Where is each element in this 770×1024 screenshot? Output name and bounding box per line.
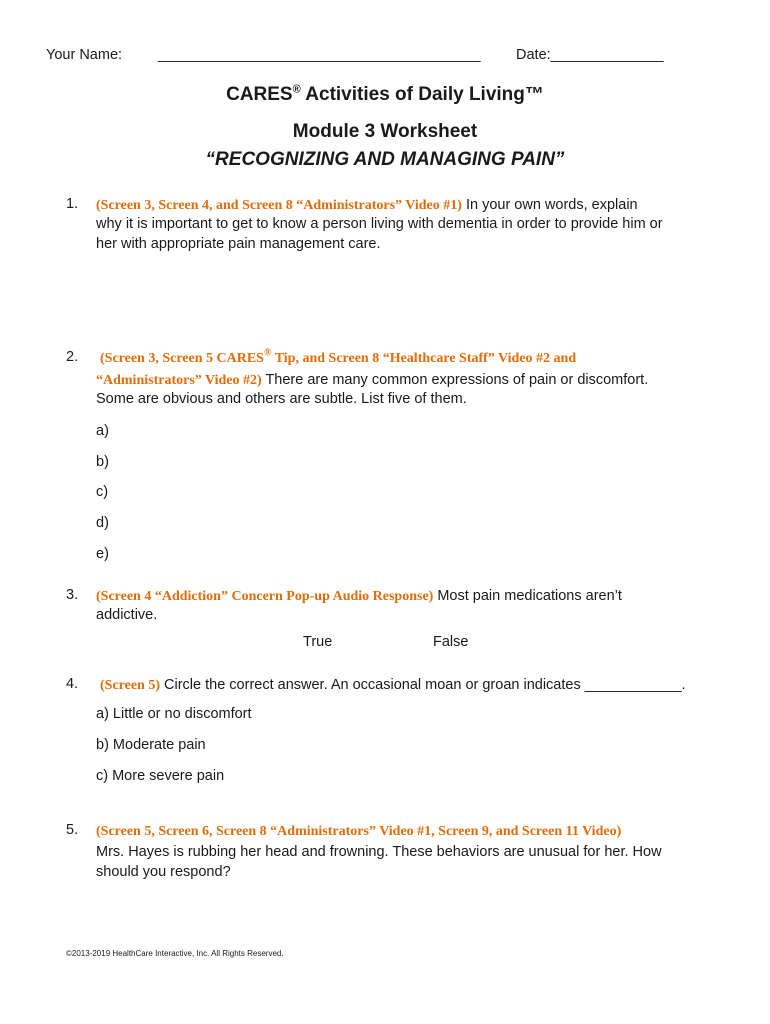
q2-number: 2. (66, 349, 79, 365)
q3-line2: addictive. (96, 607, 158, 623)
q5-line3: should you respond? (96, 864, 231, 880)
q2-item-a: a) (96, 423, 109, 439)
q4-number: 4. (66, 676, 79, 692)
q2-reference-b: Tip, and Screen 8 “Healthcare Staff” Video #2 and (271, 351, 577, 366)
q3-number: 3. (66, 587, 79, 603)
q2-line3: Some are obvious and others are subtle. List five of them. (96, 391, 467, 407)
q2-reference-a: (Screen 3, Screen 5 CARES (100, 351, 264, 366)
q4-option-a[interactable]: a) Little or no discomfort (96, 706, 252, 722)
q4-option-b[interactable]: b) Moderate pain (96, 737, 206, 753)
q2-registered-mark: ® (263, 347, 272, 359)
q4-option-c[interactable]: c) More severe pain (96, 768, 225, 784)
title-cares: CARES (226, 84, 293, 105)
q3-text: Most pain medications aren’t (433, 588, 622, 604)
registered-mark: ® (292, 83, 301, 96)
q2-item-c: c) (96, 484, 109, 500)
q1-line2: why it is important to get to know a person living with dementia in order to provide him or (96, 216, 663, 232)
q1-line1 (96, 196, 638, 214)
q2-item-e: e) (96, 546, 109, 562)
q2-line1 (100, 349, 576, 367)
q1-reference: (Screen 3, Screen 4, and Screen 8 “Administrators” Video #1) (96, 198, 462, 213)
q3-option-true[interactable]: True (303, 634, 333, 650)
q3-reference: (Screen 4 “Addiction” Concern Pop-up Audio Response) (96, 589, 434, 604)
q4-line1 (100, 676, 686, 694)
q2-item-b: b) (96, 454, 109, 470)
q4-text: Circle the correct answer. An occasional moan or groan indicates ____________. (160, 677, 686, 693)
q1-line3: her with appropriate pain management care. (96, 236, 381, 252)
worksheet-title (0, 84, 770, 106)
topic-title: “RECOGNIZING AND MANAGING PAIN” (205, 149, 565, 170)
copyright-footer: ©2013-2019 HealthCare Interactive, Inc. All Rights Reserved. (66, 949, 284, 958)
name-blank-line[interactable]: ________________________________________ (158, 47, 481, 63)
title-activities: Activities of Daily Living™ (300, 84, 544, 105)
your-name-label: Your Name: (46, 47, 123, 63)
q2-reference-c: “Administrators” Video #2) (96, 373, 262, 388)
q3-line1 (96, 587, 622, 605)
q5-number: 5. (66, 822, 79, 838)
q2-line2 (96, 371, 648, 389)
module-title: Module 3 Worksheet (292, 121, 478, 142)
q2-text: There are many common expressions of pain or discomfort. (261, 372, 649, 388)
date-field[interactable]: Date:______________ (516, 47, 664, 63)
q5-line2: Mrs. Hayes is rubbing her head and frowning. These behaviors are unusual for her. How (96, 844, 662, 860)
q1-text: In your own words, explain (461, 197, 638, 213)
q1-number: 1. (66, 196, 79, 212)
q4-reference: (Screen 5) (100, 678, 160, 693)
q5-line1 (96, 822, 621, 840)
q3-option-false[interactable]: False (433, 634, 469, 650)
q5-reference: (Screen 5, Screen 6, Screen 8 “Administrators” Video #1, Screen 9, and Screen 11 Video) (96, 824, 622, 839)
q2-item-d: d) (96, 515, 109, 531)
